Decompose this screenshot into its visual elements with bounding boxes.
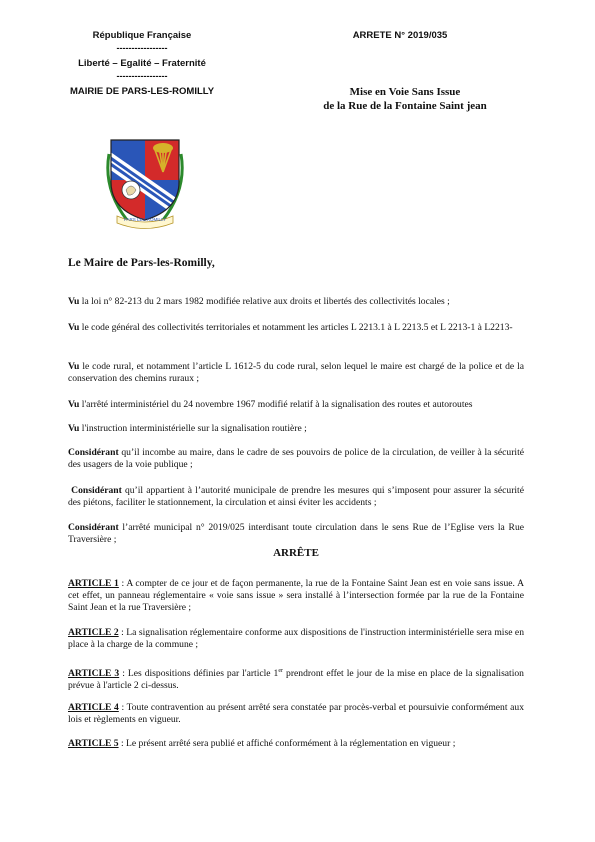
article-label: ARTICLE 5 — [68, 738, 119, 749]
article-5 — [68, 738, 524, 750]
considerant-paragraph-3 — [68, 522, 524, 546]
article-label: ARTICLE 1 — [68, 578, 119, 589]
motto-label: Liberté – Egalité – Fraternité — [78, 58, 206, 69]
vu-paragraph-3 — [68, 361, 524, 385]
subject-line-1: Mise en Voie Sans Issue — [349, 86, 461, 98]
header-separator: ----------------- — [116, 43, 168, 53]
article-text: : Les dispositions définies par l'article 1 — [119, 668, 279, 680]
article-4 — [68, 702, 524, 726]
considerant-text: qu’il appartient à l’autorité municipale de prendre les mesures qui s’imposent pour assurer la sécurité des piétons, faciliter le stationnement, la circulation et ainsi éviter les accidents ; — [68, 485, 524, 509]
vu-text: la loi n° 82-213 du 2 mars 1982 modifiée relative aux droits et libertés des collectivités locales ; — [79, 296, 450, 307]
vu-paragraph-4 — [68, 399, 524, 411]
subject-line-2: de la Rue de la Fontaine Saint jean — [323, 100, 487, 112]
article-text: : La signalisation réglementaire conforme aux dispositions de l'instruction interministérielle sera mise en place à la charge de la commune ; — [68, 627, 524, 651]
considerant-label: Considérant — [71, 485, 122, 496]
article-2 — [68, 627, 524, 651]
considerant-label: Considérant — [68, 522, 119, 533]
vu-text: l'arrêté interministériel du 24 novembre 1967 modifié relatif à la signalisation des routes et autoroutes — [79, 399, 473, 410]
article-1 — [68, 578, 524, 615]
article-label: ARTICLE 3 — [68, 668, 120, 680]
arrete-heading: ARRÊTE — [273, 547, 319, 559]
article-label: ARTICLE 2 — [68, 627, 119, 638]
article-text: : A compter de ce jour et de façon permanente, la rue de la Fontaine Saint Jean est en voie sans issue. A cet effet, un panneau réglementaire « voie sans issue » sera installé à l’intersection formée par la rue de la Fontaine Saint Jean et la rue Traversière ; — [68, 578, 524, 614]
vu-label: Vu — [68, 423, 80, 434]
article-text: : Toute contravention au présent arrêté sera constatée par procès-verbal et poursuivie conformément aux lois et règlements en vigueur. — [68, 702, 524, 726]
mayor-heading: Le Maire de Pars-les-Romilly, — [68, 257, 215, 269]
republic-label: République Française — [92, 30, 192, 41]
coat-of-arms-icon — [105, 134, 185, 230]
article-text: prendront effet le jour de la mise en place de la signalisation prévue à l'article 2 ci-dessus. — [68, 668, 524, 692]
vu-text: le code rural, et notamment l’article L 1612-5 du code rural, selon lequel le maire est chargé de la police et de la conservation des chemins ruraux ; — [68, 361, 524, 385]
vu-label: Vu — [68, 322, 80, 333]
arrete-number: ARRETE N° 2019/035 — [352, 30, 448, 41]
superscript: er — [278, 668, 284, 674]
crest-ribbon-text: PARS LES ROMILLY — [123, 217, 167, 222]
considerant-text: l’arrêté municipal n° 2019/025 interdisant toute circulation dans le sens Rue de l’Eglise vers la Rue Traversière ; — [68, 522, 524, 546]
article-3 — [68, 665, 524, 693]
vu-text: le code général des collectivités territoriales et notamment les articles L 2213.1 à L 2213.5 et L 2213-1 à L2213- — [79, 322, 513, 333]
coat-of-arms — [105, 134, 185, 230]
considerant-paragraph-1 — [68, 447, 524, 471]
mairie-label: MAIRIE DE PARS-LES-ROMILLY — [69, 86, 215, 97]
article-text: : Le présent arrêté sera publié et affiché conformément à la réglementation en vigueur ; — [118, 738, 456, 749]
vu-text: l'instruction interministérielle sur la signalisation routière ; — [79, 423, 307, 434]
article-label: ARTICLE 4 — [68, 702, 119, 713]
vu-paragraph-2 — [68, 322, 524, 334]
considerant-paragraph-2 — [68, 485, 524, 509]
vu-paragraph-5 — [68, 423, 524, 435]
header-separator: ----------------- — [116, 71, 168, 81]
vu-label: Vu — [68, 399, 80, 410]
vu-label: Vu — [68, 361, 80, 372]
considerant-label: Considérant — [68, 447, 119, 458]
vu-paragraph-1 — [68, 296, 524, 308]
vu-label: Vu — [68, 296, 80, 307]
considerant-text: qu’il incombe au maire, dans le cadre de ses pouvoirs de police de la circulation, de veiller à la sécurité des usagers de la voie publique ; — [68, 447, 524, 471]
